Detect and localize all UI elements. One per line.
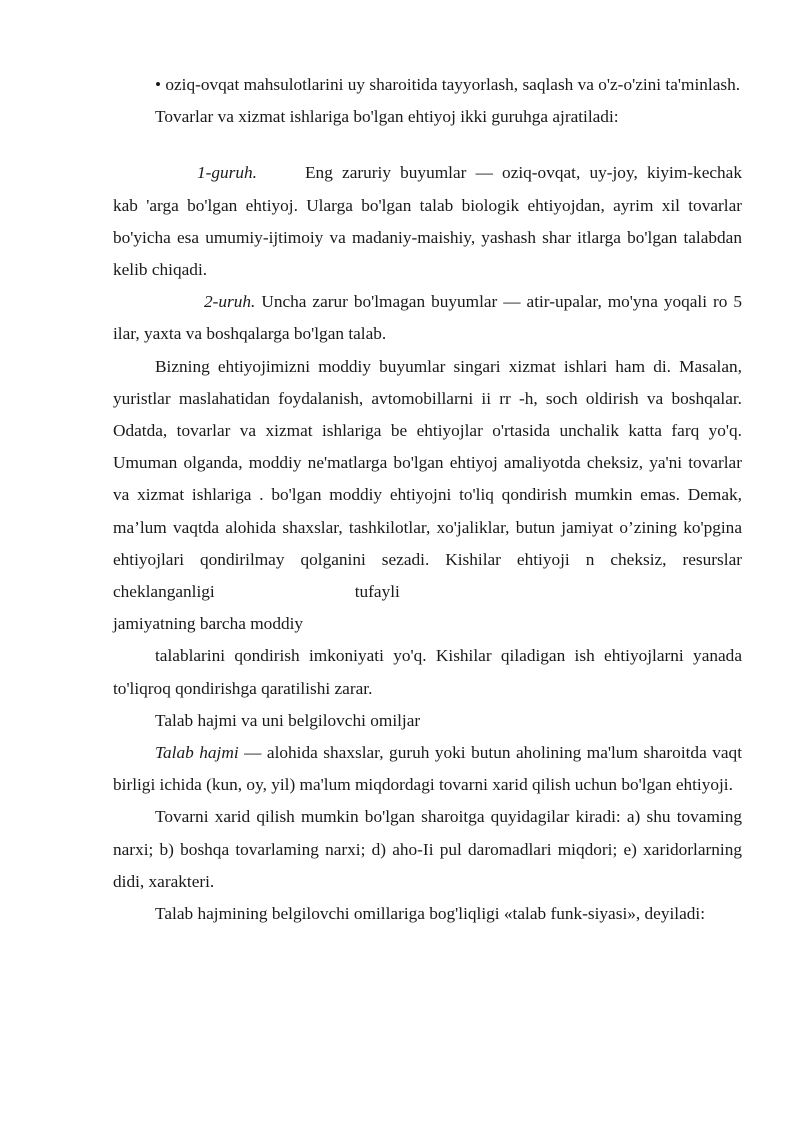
- needs-text: Bizning ehtiyojimizni moddiy buyumlar singari xizmat ishlari ham di. Masalan, yuristlar maslahatidan foydalanish, avtomobillarni ii rr -h, soch oldirish va boshqalar. Odatda, tovarlar va xizmat ishlariga be ehtiyojlar o'rtasida unchalik katta farq yo'q. Umuman olganda, moddiy ne'matlarga bo'lgan ehtiyoj amaliyotda cheksiz, ya'ni tovarlar va xizmat ishlariga . bo'lgan moddiy ehtiyojni to'liq qondirish mumkin emas. Demak, ma’lum vaqtda alohida shaxslar, tashkilotlar, xo'jaliklar, butun jamiyat o’zining ko'pgina ehtiyojlari qondirilmay qolganini sezadi. Kishilar ehtiyoji n cheksiz, resurslar cheklanganligi: [113, 356, 742, 602]
- definition-term: Talab hajmi: [155, 743, 239, 763]
- definition-paragraph: [113, 737, 742, 801]
- needs-continuation-paragraph: talablarini qondirish imkoniyati yo'q. Kishilar qiladigan ish ehtiyojlarni yanada to'liqroq qondirishga qaratilishi zarar.: [113, 646, 742, 698]
- needs-tail-line: jamiyatning barcha moddiy: [113, 614, 304, 634]
- conditions-paragraph: Tovarni xarid qilish mumkin bo'lgan sharoitga quyidagilar kiradi: a) shu tovaming narxi; b) boshqa tovarlaming narxi; d) aho-Ii pul daromadlari miqdori; e) xaridorlarning didi, xarakteri.: [113, 807, 742, 891]
- group1-label: 1-guruh.: [197, 163, 258, 183]
- spacer: [113, 133, 742, 157]
- needs-paragraph: [113, 351, 742, 609]
- group2-label: 2-uruh.: [204, 292, 256, 312]
- group1-paragraph: [113, 157, 742, 286]
- document-page: [113, 69, 742, 930]
- bullet-paragraph: • oziq-ovqat mahsulotlarini uy sharoitida tayyorlash, saqlash va o'z-o'zini ta'minlash.: [155, 75, 741, 94]
- needs-text-end: tufayli: [354, 582, 400, 602]
- group1-text: Eng zaruriy buyumlar — oziq-ovqat, uy-joy, kiyim-kechak kab 'arga bo'lgan ehtiyoj. Ularga bo'lgan talab biologik ehtiyojdan, ayrim xil tovarlar bo'yicha esa umumiy-ijtimoiy va madaniy-maishiy, yashash shar itlarga bo'lgan talabdan kelib chiqadi.: [113, 163, 742, 280]
- group2-text: Uncha zarur bo'lmagan buyumlar — atir-upalar, mo'yna yoqali ro 5 ilar, yaxta va boshqalarga bo'lgan talab.: [113, 292, 742, 344]
- section-heading: Talab hajmi va uni belgilovchi omiljar: [155, 710, 421, 730]
- intro-paragraph: Tovarlar va xizmat ishlariga bo'lgan ehtiyoj ikki guruhga ajratiladi:: [155, 107, 619, 127]
- definition-text: — alohida shaxslar, guruh yoki butun aholining ma'lum sharoitda vaqt birligi ichida (kun, oy, yil) ma'lum miqdordagi tovarni xarid qilish uchun bo'lgan ehtiyoji.: [113, 743, 742, 795]
- group2-paragraph: [113, 286, 742, 350]
- demand-function-paragraph: Talab hajmining belgilovchi omillariga bog'liqligi «talab funk-siyasi», deyiladi:: [155, 904, 705, 924]
